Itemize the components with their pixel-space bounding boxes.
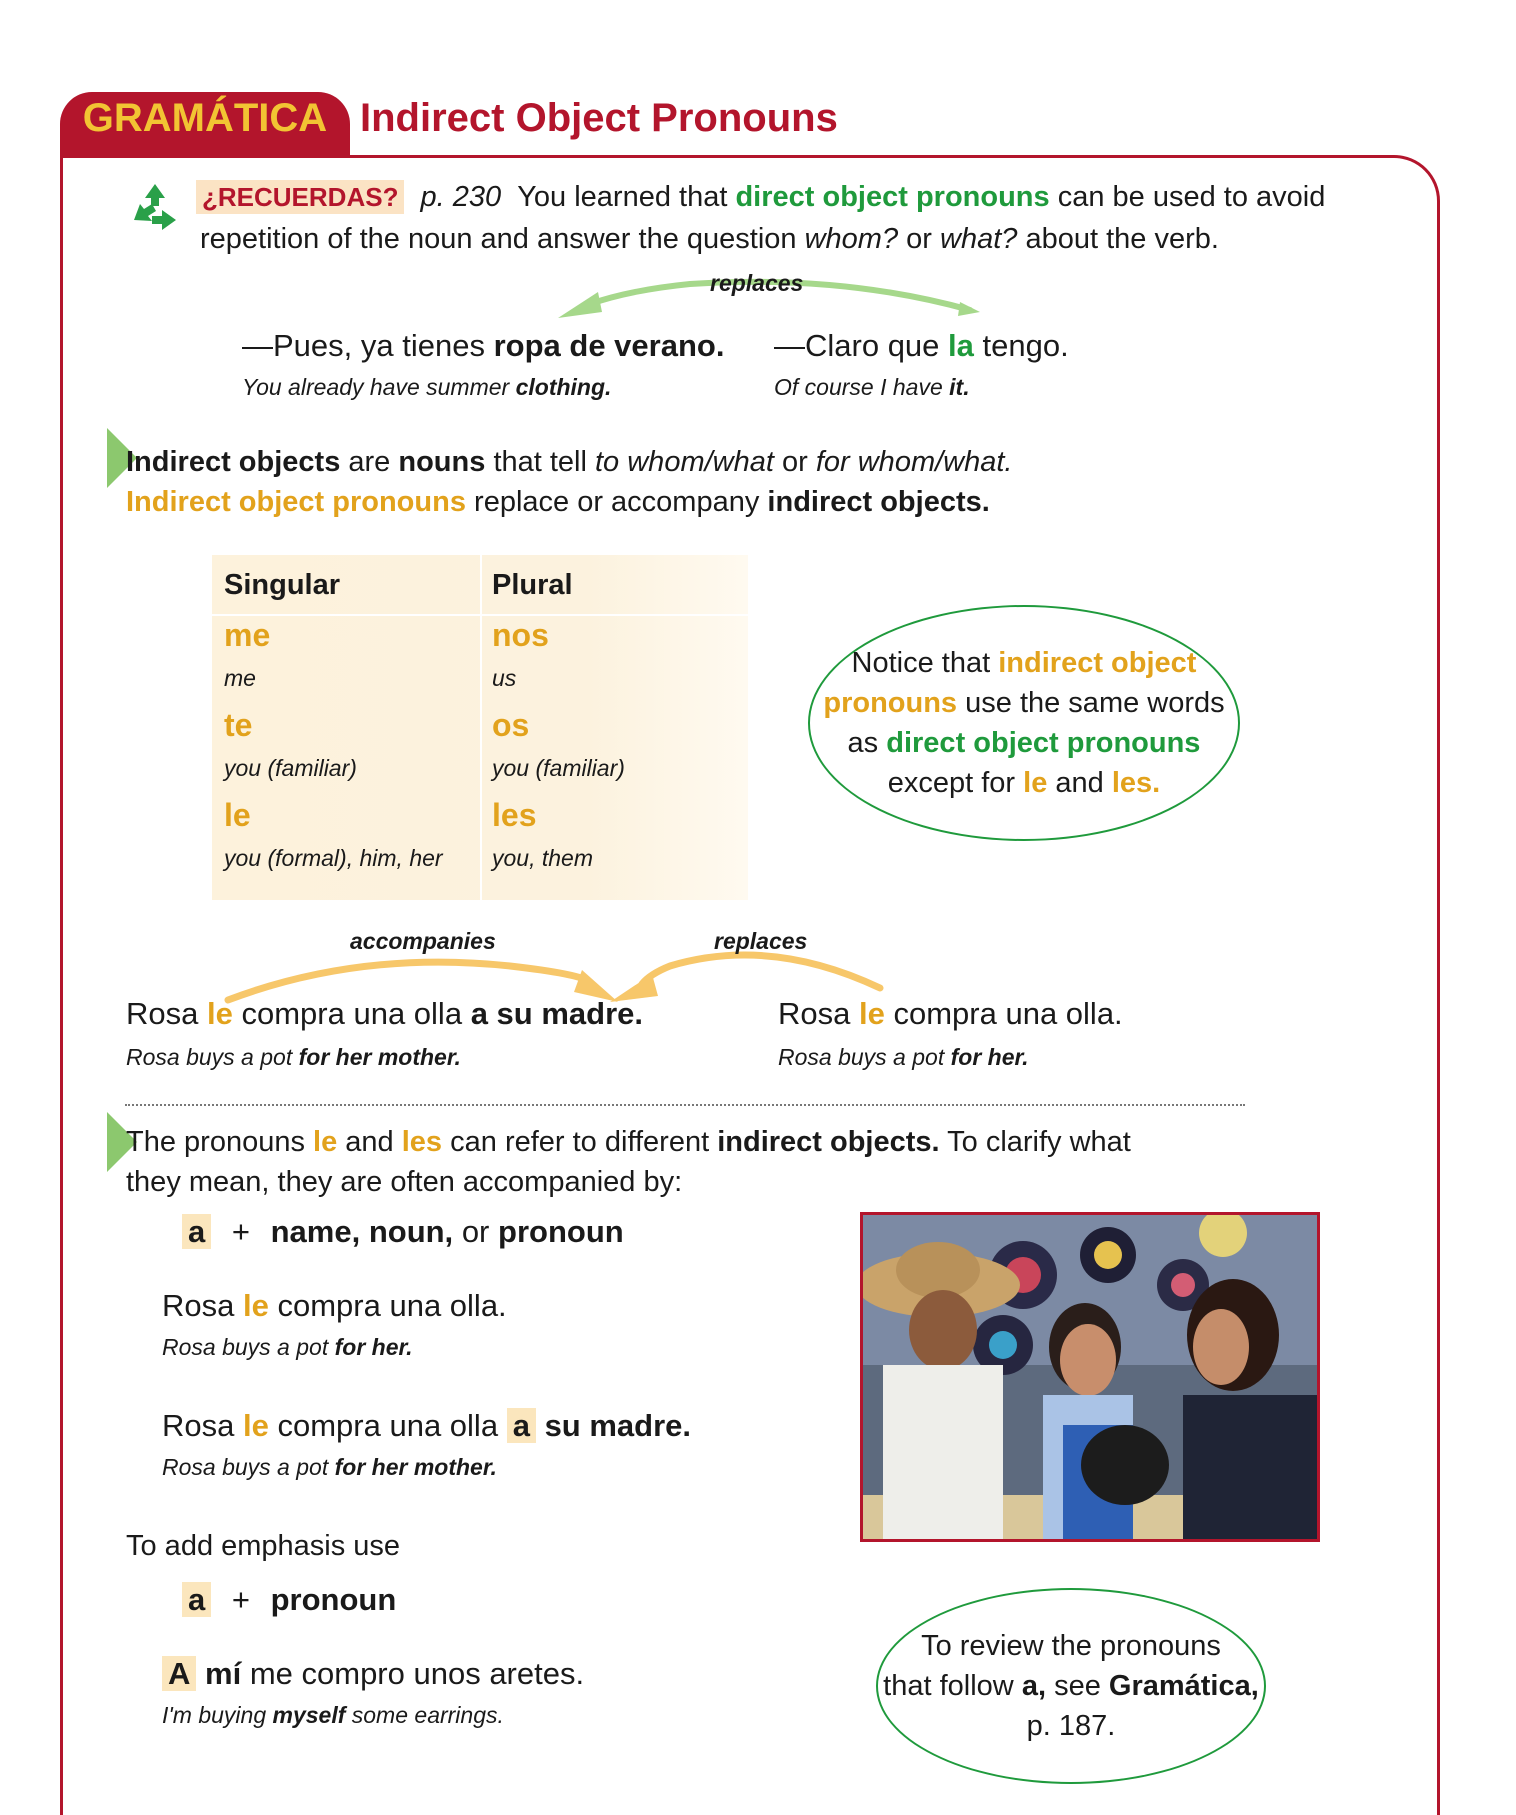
notice-g: except for	[887, 767, 1016, 799]
ex2-es-pill: a	[507, 1408, 536, 1443]
review-oval	[876, 1588, 1266, 1784]
formula-plus: +	[231, 1214, 250, 1249]
table-header-singular: Singular	[224, 569, 341, 601]
recuerdas-line-2	[200, 220, 1219, 258]
notice-c: pronouns	[823, 687, 958, 719]
table-row-pl-tr: you (familiar)	[492, 755, 625, 781]
direct-example-right-es	[774, 328, 1069, 364]
formula-c: pronoun	[498, 1214, 624, 1249]
recuerdas-what: what?	[940, 223, 1018, 255]
header-tab-label: GRAMÁTICA	[82, 96, 328, 140]
emphasis-example-en	[162, 1702, 504, 1729]
market-photo	[860, 1212, 1320, 1542]
ex2-es-c: su madre.	[544, 1408, 692, 1443]
table-column-rule	[480, 555, 482, 900]
formula-a-pill: a	[182, 1214, 211, 1249]
indirect-left-en-a: Rosa buys a pot	[126, 1044, 293, 1070]
direct-left-es-b: ropa de verano.	[493, 328, 725, 363]
clarify-line-1	[126, 1122, 1131, 1162]
direct-right-en-b: it.	[949, 374, 970, 400]
indirect-example-right-es	[778, 996, 1123, 1032]
notice-a: Notice that	[851, 647, 991, 679]
review-b: that follow	[883, 1670, 1014, 1702]
intro-1e: to whom/what	[595, 446, 774, 478]
clarify-d: To clarify what	[947, 1126, 1131, 1158]
clarify-a: The pronouns	[126, 1126, 305, 1158]
ex2-en-a: Rosa buys a pot	[162, 1454, 329, 1480]
review-e: Gramática,	[1108, 1670, 1259, 1702]
direct-example-right-en	[774, 374, 970, 401]
intro-1a: Indirect objects	[126, 446, 341, 478]
ex2-es-le: le	[243, 1408, 269, 1443]
emphasis-example-es	[162, 1656, 584, 1692]
review-c: a,	[1021, 1670, 1046, 1702]
emph-en-b: myself	[272, 1702, 346, 1728]
table-header-plural: Plural	[492, 569, 573, 601]
ex2-es-b: compra una olla	[277, 1408, 499, 1443]
ex1-es-a: Rosa	[162, 1288, 235, 1323]
replaces-label-direct: replaces	[710, 270, 804, 296]
emph-formula-plus: +	[231, 1582, 250, 1617]
clarify-and: and	[345, 1126, 394, 1158]
recuerdas-whom: whom?	[804, 223, 899, 255]
emph-es-pill: A	[162, 1656, 196, 1691]
direct-left-en-a: You already have summer	[242, 374, 510, 400]
direct-left-en-b: clothing.	[515, 374, 612, 400]
direct-right-en-a: Of course I have	[774, 374, 943, 400]
replaces-label-indirect: replaces	[714, 928, 808, 954]
emph-en-c: some earrings.	[351, 1702, 504, 1728]
ex1-es-b: compra una olla.	[277, 1288, 507, 1323]
table-row-sg-tr: you (familiar)	[224, 755, 357, 781]
clarify-example-2-es	[162, 1408, 691, 1444]
recuerdas-page-ref: p. 230	[420, 181, 502, 213]
review-a: To review the pronouns	[921, 1630, 1221, 1662]
notice-i: and	[1055, 767, 1104, 799]
table-row-pl-tr: us	[492, 665, 517, 691]
direct-example-left-es	[242, 328, 724, 364]
indirect-example-left-es	[126, 996, 643, 1032]
clarify-le: le	[313, 1126, 338, 1158]
indirect-intro-line-2	[126, 482, 990, 522]
recuerdas-text-1: You learned that	[517, 181, 728, 213]
review-text	[883, 1626, 1259, 1746]
indirect-intro-line-1	[126, 442, 1012, 482]
table-row-pl: nos	[492, 617, 549, 653]
direct-left-es-a: —Pues, ya tienes	[242, 328, 485, 363]
formula-or: or	[461, 1214, 490, 1249]
formula-b: name, noun,	[270, 1214, 454, 1249]
direct-right-es-a: —Claro que	[774, 328, 940, 363]
clarify-formula	[182, 1214, 624, 1250]
indirect-left-es-a: Rosa	[126, 996, 199, 1031]
notice-e: as	[847, 727, 879, 759]
table-row-pl-tr: you, them	[492, 845, 593, 871]
clarify-c: indirect objects.	[717, 1126, 940, 1158]
emph-formula-b: pronoun	[270, 1582, 397, 1617]
table-row-sg: me	[224, 617, 271, 653]
intro-1g: for whom/what.	[815, 446, 1013, 478]
ex1-es-le: le	[243, 1288, 269, 1323]
table-row-sg-tr: you (formal), him, her	[224, 845, 443, 871]
intro-1b: are	[348, 446, 391, 478]
ex1-en-a: Rosa buys a pot	[162, 1334, 329, 1360]
ex1-en-b: for her.	[334, 1334, 413, 1360]
pronoun-table	[212, 555, 748, 900]
intro-1d: that tell	[493, 446, 587, 478]
intro-2c: indirect objects.	[767, 486, 990, 518]
recycle-icon	[128, 180, 182, 234]
emphasis-intro: To add emphasis use	[126, 1530, 401, 1562]
indirect-example-right-en	[778, 1044, 1029, 1071]
indirect-example-left-en	[126, 1044, 461, 1071]
indirect-right-es-a: Rosa	[778, 996, 851, 1031]
intro-1c: nouns	[398, 446, 486, 478]
intro-1f: or	[781, 446, 808, 478]
indirect-left-es-le: le	[207, 996, 233, 1031]
ex2-en-b: for her mother.	[334, 1454, 497, 1480]
clarify-b: can refer to different	[450, 1126, 710, 1158]
notice-b: indirect object	[998, 647, 1197, 679]
intro-2b: replace or accompany	[474, 486, 760, 518]
dotted-divider	[125, 1104, 1245, 1106]
notice-h: le	[1023, 767, 1048, 799]
indirect-left-es-b: compra una olla	[241, 996, 463, 1031]
notice-d: use the same words	[965, 687, 1225, 719]
clarify-les: les	[401, 1126, 443, 1158]
notice-text	[823, 643, 1224, 803]
clarify-example-1-en	[162, 1334, 413, 1361]
clarify-example-2-en	[162, 1454, 497, 1481]
emph-es-c: me compro unos aretes.	[249, 1656, 585, 1691]
recuerdas-tag: ¿RECUERDAS?	[196, 180, 404, 214]
indirect-right-en-a: Rosa buys a pot	[778, 1044, 945, 1070]
direct-right-es-c: tengo.	[982, 328, 1069, 363]
notice-oval	[808, 605, 1240, 841]
emphasis-formula	[182, 1582, 396, 1618]
table-row-pl: os	[492, 707, 530, 743]
emph-formula-a-pill: a	[182, 1582, 211, 1617]
table-row-pl: les	[492, 797, 537, 833]
notice-f: direct object pronouns	[886, 727, 1201, 759]
table-row-sg: le	[224, 797, 251, 833]
direct-example-left-en	[242, 374, 611, 401]
recuerdas-line-2-a: repetition of the noun and answer the question	[200, 223, 797, 255]
emph-en-a: I'm buying	[162, 1702, 267, 1728]
indirect-left-en-b: for her mother.	[298, 1044, 461, 1070]
recuerdas-line-1	[196, 178, 1396, 216]
clarify-example-1-es	[162, 1288, 507, 1324]
recuerdas-highlight: direct object pronouns	[735, 181, 1050, 213]
recuerdas-line-2-b: about the verb.	[1025, 223, 1219, 255]
indirect-left-es-c: a su madre.	[470, 996, 643, 1031]
table-row-sg: te	[224, 707, 253, 743]
direct-right-es-b: la	[948, 328, 974, 363]
intro-2a: Indirect object pronouns	[126, 486, 466, 518]
review-d: see	[1054, 1670, 1101, 1702]
accompanies-label: accompanies	[350, 928, 496, 954]
review-f: p. 187.	[1026, 1710, 1116, 1742]
indirect-right-es-le: le	[859, 996, 885, 1031]
recuerdas-or: or	[906, 223, 932, 255]
page-title: Indirect Object Pronouns	[360, 96, 838, 140]
clarify-line-2: they mean, they are often accompanied by:	[126, 1166, 683, 1198]
emph-es-b: mí	[205, 1656, 242, 1691]
ex2-es-a: Rosa	[162, 1408, 235, 1443]
table-row-sg-tr: me	[224, 665, 256, 691]
indirect-right-en-b: for her.	[950, 1044, 1029, 1070]
indirect-right-es-b: compra una olla.	[893, 996, 1123, 1031]
recuerdas-text-2: can be used to avoid	[1057, 181, 1326, 213]
notice-j: les.	[1111, 767, 1161, 799]
